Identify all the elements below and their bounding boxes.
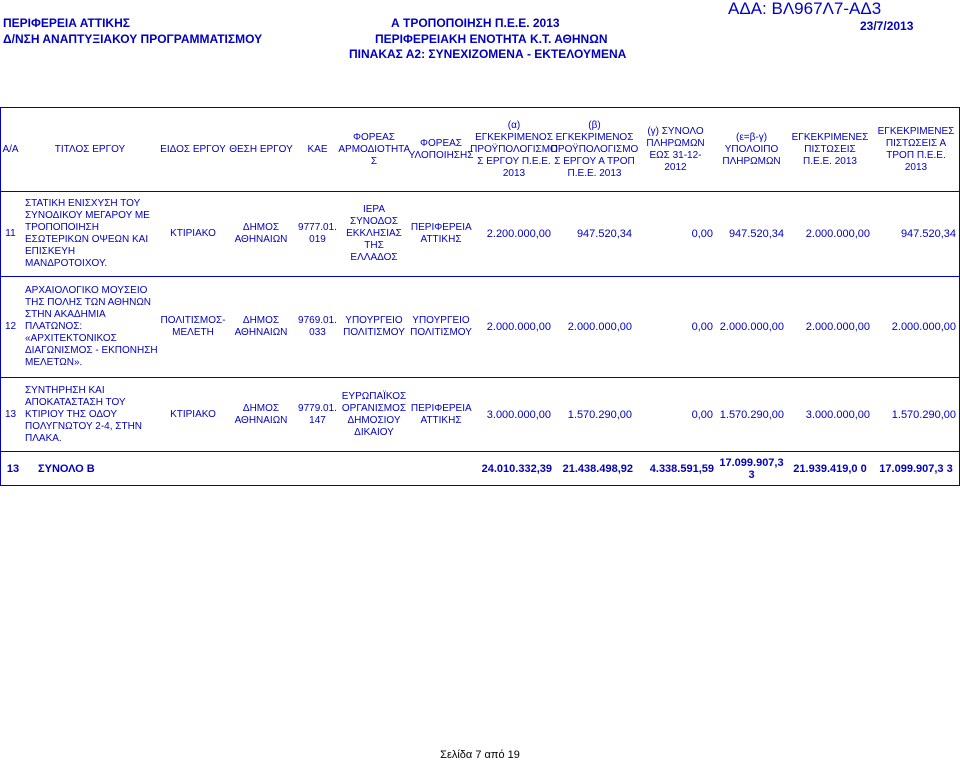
budget-b: 947.520,34 xyxy=(576,228,632,240)
project-title: ΣΤΑΤΙΚΗ ΕΝΙΣΧΥΣΗ ΤΟΥ ΣΥΝΟΔΙΚΟΥ ΜΕΓΑΡΟΥ ΜΕ ΤΡΟΠΟΠΟΙΗΣΗ ΕΣΩΤΕΡΙΚΩΝ ΟΨΕΩΝ ΚΑΙ ΕΠΙΣΚΕΥΗ ΜΑΝΔΡΟΤΟΙΧΟΥ. xyxy=(25,198,150,269)
budget-a: 3.000.000,00 xyxy=(486,408,551,421)
row-number: 13 xyxy=(4,408,17,420)
col-header-type: ΕΙΔΟΣ ΕΡΓΟΥ xyxy=(160,143,226,155)
col-header-credits: ΕΓΚΕΚΡΙΜΕΝΕΣ ΠΙΣΤΩΣΕΙΣ Π.Ε.Ε. 2013 xyxy=(791,131,869,167)
totals-budget-a: 24.010.332,39 xyxy=(481,462,552,475)
budget-b: 2.000.000,00 xyxy=(567,321,632,333)
project-type: ΚΤΙΡΙΑΚΟ xyxy=(170,228,216,239)
page-number: Σελίδα 7 από 19 xyxy=(440,749,520,761)
col-header-aa: Α/Α xyxy=(2,143,19,155)
amendment-title: Α ΤΡΟΠΟΠΟΙΗΣΗ Π.Ε.Ε. 2013 xyxy=(391,16,560,30)
remaining-e: 2.000.000,00 xyxy=(719,321,784,333)
totals-remaining-e: 17.099.907,3 3 xyxy=(719,456,784,481)
project-title: ΑΡΧΑΙΟΛΟΓΙΚΟ ΜΟΥΣΕΙΟ ΤΗΣ ΠΟΛΗΣ ΤΩΝ ΑΘΗΝΩΝ ΣΤΗΝ ΑΚΑΔΗΜΙΑ ΠΛΑΤΩΝΟΣ: «ΑΡΧΙΤΕΚΤΟΝΙΚΟΣ ΔΙΑΓΩΝΙΣΜΟΣ - ΕΚΠΟΝΗΣΗ ΜΕΛΕΤΩΝ». xyxy=(25,285,158,368)
col-header-budget-a: (α) ΕΓΚΕΚΡΙΜΕΝΟΣ ΠΡΟΫΠΟΛΟΓΙΣΜΟ Σ ΕΡΓΟΥ Π.Ε.Ε. 2013 xyxy=(470,119,558,179)
agency-implementing: ΠΕΡΙΦΕΡΕΙΑ ΑΤΤΙΚΗΣ xyxy=(410,402,472,426)
agency-responsible: ΙΕΡΑ ΣΥΝΟΔΟΣ ΕΚΚΛΗΣΙΑΣ ΤΗΣ ΕΛΛΑΔΟΣ xyxy=(346,204,402,263)
project-title: ΣΥΝΤΗΡΗΣΗ ΚΑΙ ΑΠΟΚΑΤΑΣΤΑΣΗ ΤΟΥ ΚΤΙΡΙΟΥ ΤΗΣ ΟΔΟΥ ΠΟΛΥΓΝΩΤΟΥ 2-4, ΣΤΗΝ ΠΛΑΚΑ. xyxy=(25,384,143,444)
kae-code: 9779.01. 147 xyxy=(298,402,337,426)
credits: 2.000.000,00 xyxy=(805,228,870,240)
credits-amend: 2.000.000,00 xyxy=(891,321,956,333)
project-location: ΔΗΜΟΣ ΑΘΗΝΑΙΩΝ xyxy=(234,315,288,338)
kae-code: 9769.01. 033 xyxy=(298,315,337,338)
totals-credits: 21.939.419,0 0 xyxy=(793,462,867,475)
col-header-kae: ΚΑΕ xyxy=(307,143,328,155)
agency-responsible: ΕΥΡΩΠΑΪΚΟΣ ΟΡΓΑΝΙΣΜΟΣ ΔΗΜΟΣΙΟΥ ΔΙΚΑΙΟΥ xyxy=(341,390,407,438)
col-header-location: ΘΕΣΗ ΕΡΓΟΥ xyxy=(229,143,293,155)
table-bottom-border xyxy=(0,485,960,486)
col-header-payments-c: (γ) ΣΥΝΟΛΟ ΠΛΗΡΩΜΩΝ ΕΩΣ 31-12-2012 xyxy=(646,125,705,173)
credits: 2.000.000,00 xyxy=(805,321,870,333)
totals-credits-amend: 17.099.907,3 3 xyxy=(879,462,953,475)
remaining-e: 1.570.290,00 xyxy=(719,408,784,421)
row-number: 12 xyxy=(4,321,17,332)
payments-c: 0,00 xyxy=(691,408,713,421)
col-header-budget-b: (β) ΕΓΚΕΚΡΙΜΕΝΟΣ ΠΡΟΫΠΟΛΟΓΙΣΜΟ Σ ΕΡΓΟΥ Α ΤΡΟΠ Π.Ε.Ε. 2013 xyxy=(550,119,639,179)
payments-c: 0,00 xyxy=(691,228,713,240)
region-name: ΠΕΡΙΦΕΡΕΙΑ ΑΤΤΙΚΗΣ xyxy=(3,16,130,30)
col-header-credits-amend: ΕΓΚΕΚΡΙΜΕΝΕΣ ΠΙΣΤΩΣΕΙΣ Α ΤΡΟΠ Π.Ε.Ε. 2013 xyxy=(877,125,955,173)
row-number: 11 xyxy=(5,228,16,239)
budget-a: 2.200.000,00 xyxy=(486,228,551,240)
totals-count: 13 xyxy=(6,462,20,475)
totals-budget-b: 21.438.498,92 xyxy=(562,462,633,475)
budget-b: 1.570.290,00 xyxy=(567,408,632,421)
directorate-name: Δ/ΝΣΗ ΑΝΑΠΤΥΞΙΑΚΟΥ ΠΡΟΓΡΑΜΜΑΤΙΣΜΟΥ xyxy=(3,32,263,46)
payments-c: 0,00 xyxy=(691,321,713,333)
table-title: ΠΙΝΑΚΑΣ Α2: ΣΥΝΕΧΙΖΟΜΕΝΑ - ΕΚΤΕΛΟΥΜΕΝΑ xyxy=(349,47,627,61)
col-header-agency-implementing: ΦΟΡΕΑΣ ΥΛΟΠΟΙΗΣΗΣ xyxy=(408,137,474,161)
totals-payments-c: 4.338.591,59 xyxy=(649,462,714,475)
totals-label: ΣΥΝΟΛΟ Β xyxy=(38,462,95,475)
project-type: ΠΟΛΙΤΙΣΜΟΣ- ΜΕΛΕΤΗ xyxy=(160,315,226,338)
project-location: ΔΗΜΟΣ ΑΘΗΝΑΙΩΝ xyxy=(234,222,288,245)
credits-amend: 1.570.290,00 xyxy=(891,408,956,421)
regional-unit-name: ΠΕΡΙΦΕΡΕΙΑΚΗ ΕΝΟΤΗΤΑ Κ.Τ. ΑΘΗΝΩΝ xyxy=(375,32,608,46)
ada-code: ΑΔΑ: ΒΛ967Λ7-ΑΔ3 xyxy=(728,0,882,18)
credits: 3.000.000,00 xyxy=(805,408,870,421)
col-header-remaining-e: (ε=β-γ) ΥΠΟΛΟΙΠΟ ΠΛΗΡΩΜΩΝ xyxy=(722,131,781,167)
budget-a: 2.000.000,00 xyxy=(486,321,551,333)
agency-implementing: ΥΠΟΥΡΓΕΙΟ ΠΟΛΙΤΙΣΜΟΥ xyxy=(410,315,472,338)
project-location: ΔΗΜΟΣ ΑΘΗΝΑΙΩΝ xyxy=(234,402,288,426)
credits-amend: 947.520,34 xyxy=(900,228,956,240)
remaining-e: 947.520,34 xyxy=(728,228,784,240)
agency-implementing: ΠΕΡΙΦΕΡΕΙΑ ΑΤΤΙΚΗΣ xyxy=(410,222,472,245)
kae-code: 9777.01. 019 xyxy=(298,222,337,245)
project-type: ΚΤΙΡΙΑΚΟ xyxy=(170,408,216,420)
col-header-agency-responsible: ΦΟΡΕΑΣ ΑΡΜΟΔΙΟΤΗΤΑ Σ xyxy=(338,131,411,167)
col-header-title: ΤΙΤΛΟΣ ΕΡΓΟΥ xyxy=(54,143,126,155)
document-date: 23/7/2013 xyxy=(860,19,914,33)
agency-responsible: ΥΠΟΥΡΓΕΙΟ ΠΟΛΙΤΙΣΜΟΥ xyxy=(343,315,405,338)
